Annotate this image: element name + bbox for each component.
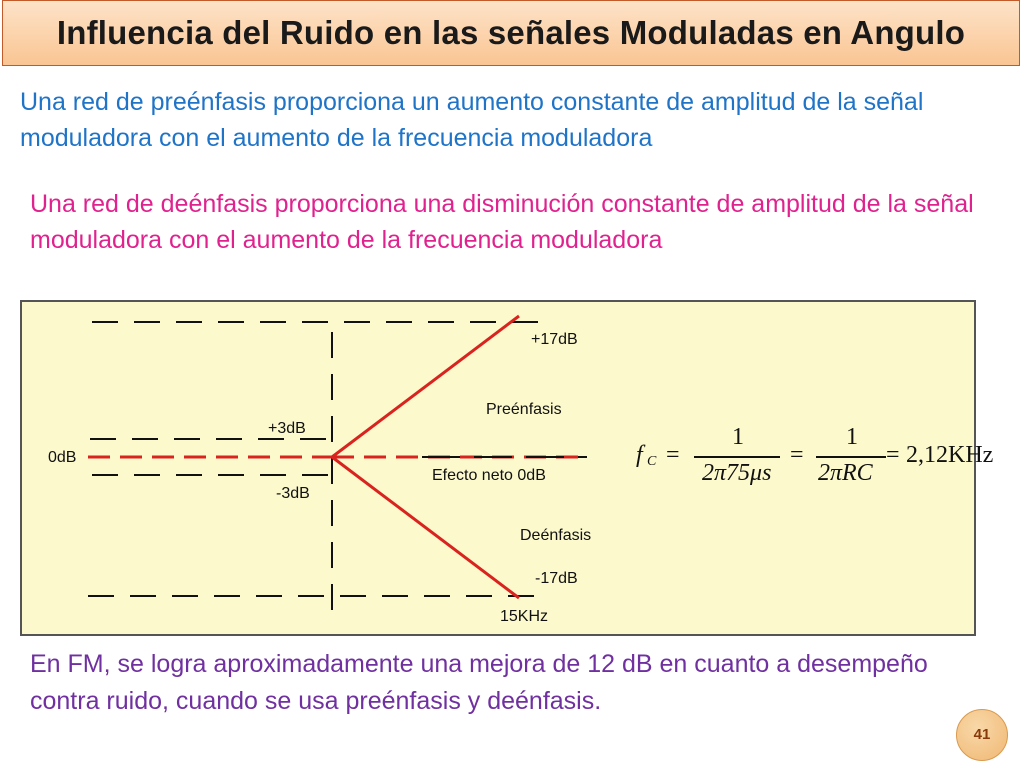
page-number-badge: 41 — [956, 709, 1008, 761]
deenfasis-label: Deénfasis — [520, 527, 592, 544]
preenfasis-label: Preénfasis — [486, 401, 562, 418]
deenfasis-paragraph: Una red de deénfasis proporciona una disminución constante de amplitud de la señal moduladora con el aumento de la frecuencia moduladora — [30, 190, 974, 254]
minus3-label: -3dB — [276, 485, 310, 502]
fraction-line-2 — [816, 456, 886, 458]
slide-title: Influencia del Ruido en las señales Moduladas en Angulo — [56, 14, 966, 51]
formula-numerator-1: 1 — [732, 424, 744, 450]
formula-numerator-2: 1 — [846, 424, 858, 450]
fraction-line-1 — [694, 456, 780, 458]
preenfasis-paragraph: Una red de preénfasis proporciona un aumento constante de amplitud de la señal moduladora con el aumento de la frecuencia moduladora — [20, 88, 924, 152]
formula-equals-3: = — [886, 442, 900, 468]
plus17-label: +17dB — [531, 331, 578, 348]
minus17-label: -17dB — [535, 570, 578, 587]
fm-improvement-paragraph: En FM, se logra aproximadamente una mejora de 12 dB en cuanto a desempeño contra ruido, cuando se usa preénfasis y deénfasis. — [30, 650, 928, 715]
plus3-label: +3dB — [268, 420, 306, 437]
title-bar — [2, 0, 1020, 66]
formula-denominator-2: 2πRC — [818, 460, 873, 486]
net-effect-label: Efecto neto 0dB — [432, 467, 546, 484]
formula-equals-1: = — [666, 442, 680, 468]
emphasis-diagram — [20, 300, 994, 636]
formula-f: f — [636, 442, 643, 468]
formula-result: 2,12KHz — [906, 442, 994, 468]
formula-denominator-1: 2π75μs — [702, 460, 772, 486]
formula-equals-2: = — [790, 442, 804, 468]
preenfasis-curve — [332, 316, 519, 457]
fifteen-khz-label: 15KHz — [500, 608, 549, 625]
zero-db-label: 0dB — [48, 449, 77, 466]
formula-subscript: C — [647, 454, 657, 469]
